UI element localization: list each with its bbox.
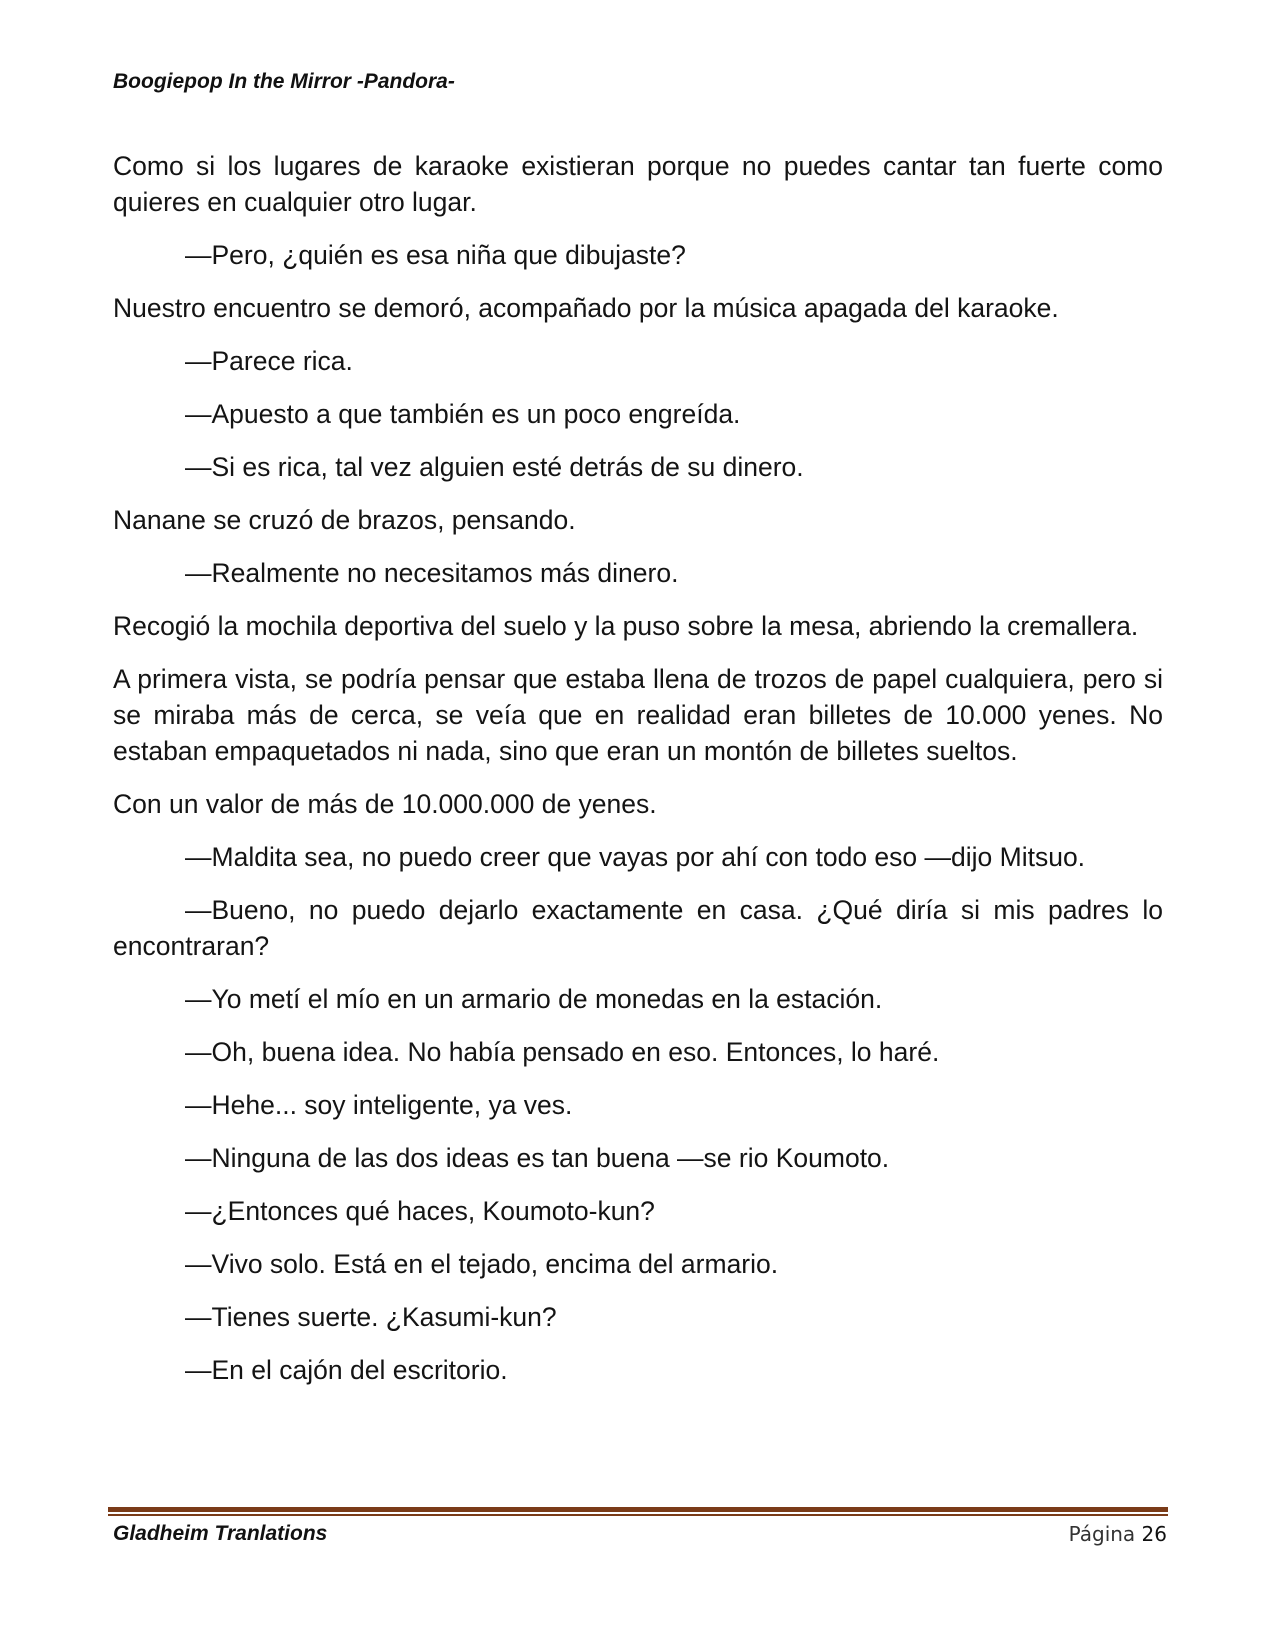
paragraph: —Pero, ¿quién es esa niña que dibujaste? [185, 240, 686, 270]
paragraph: Con un valor de más de 10.000.000 de yenes. [113, 789, 657, 819]
paragraph: —Oh, buena idea. No había pensado en eso. Entonces, lo haré. [185, 1037, 940, 1067]
paragraph: —Ninguna de las dos ideas es tan buena —se rio Koumoto. [185, 1143, 890, 1173]
paragraph: —¿Entonces qué haces, Koumoto-kun? [185, 1196, 655, 1226]
paragraph: —Apuesto a que también es un poco engreída. [185, 399, 741, 429]
page-number: 26 [1141, 1522, 1167, 1546]
paragraph: —Si es rica, tal vez alguien esté detrás de su dinero. [185, 452, 804, 482]
paragraph: —Realmente no necesitamos más dinero. [185, 558, 679, 588]
page-label: Página [1068, 1522, 1136, 1546]
paragraph: —Parece rica. [185, 346, 353, 376]
footer-divider-thick-line [108, 1507, 1168, 1512]
paragraph: —En el cajón del escritorio. [185, 1355, 508, 1385]
paragraph: Nuestro encuentro se demoró, acompañado por la música apagada del karaoke. [113, 293, 1059, 323]
paragraph: —Tienes suerte. ¿Kasumi-kun? [185, 1302, 557, 1332]
page-number-block [1069, 1522, 1167, 1546]
paragraph: —Yo metí el mío en un armario de monedas en la estación. [185, 984, 883, 1014]
paragraph: Nanane se cruzó de brazos, pensando. [113, 505, 576, 535]
paragraph: Recogió la mochila deportiva del suelo y la puso sobre la mesa, abriendo la cremallera. [113, 611, 1139, 641]
page-body [113, 148, 1163, 1405]
paragraph: Como si los lugares de karaoke existieran porque no puedes cantar tan fuerte como quieres en cualquier otro lugar. [113, 151, 1163, 217]
paragraph: —Maldita sea, no puedo creer que vayas por ahí con todo eso —dijo Mitsuo. [185, 842, 1086, 872]
footer-divider-thin-line [108, 1514, 1168, 1516]
footer-divider [108, 1507, 1168, 1516]
paragraph: —Vivo solo. Está en el tejado, encima del armario. [185, 1249, 779, 1279]
paragraph: —Bueno, no puedo dejarlo exactamente en casa. ¿Qué diría si mis padres lo encontraran? [113, 895, 1163, 961]
footer-publisher: Gladheim Tranlations [113, 1522, 328, 1545]
paragraph: A primera vista, se podría pensar que estaba llena de trozos de papel cualquiera, pero si se miraba más de cerca, se veía que en realidad eran billetes de 10.000 yenes. No estaban empaquetados ni nada, sino que eran un montón de billetes sueltos. [113, 664, 1163, 766]
running-header: Boogiepop In the Mirror -Pandora- [113, 70, 455, 93]
paragraph: —Hehe... soy inteligente, ya ves. [185, 1090, 573, 1120]
